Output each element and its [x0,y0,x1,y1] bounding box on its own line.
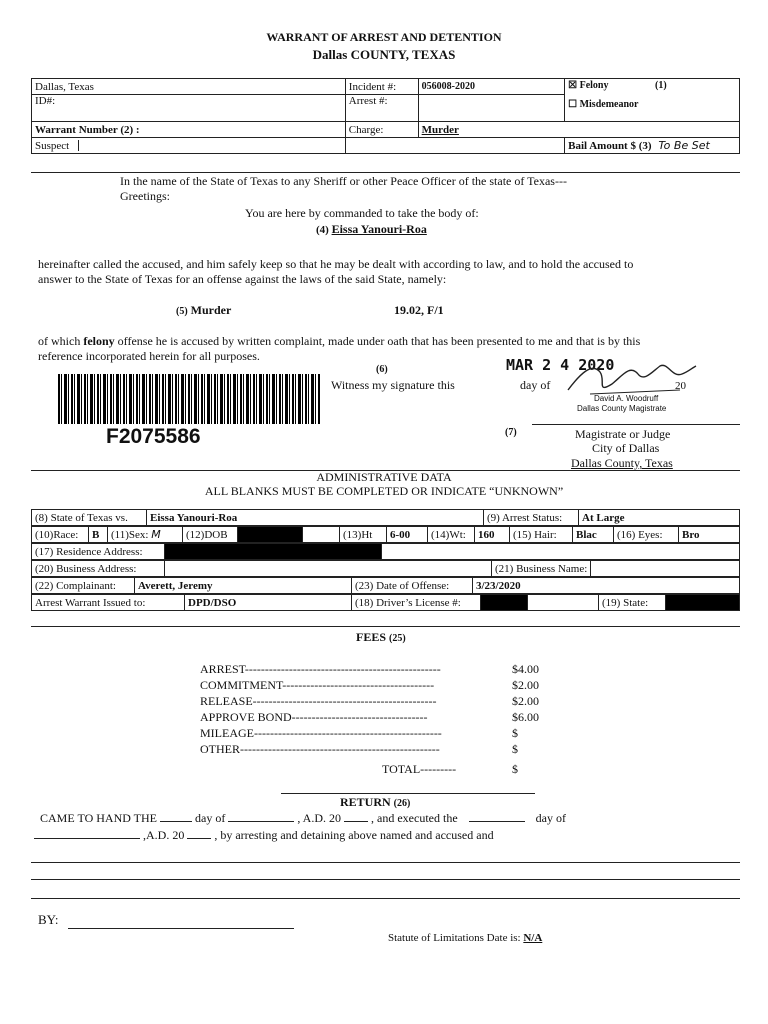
license-redacted [481,595,528,611]
eyes-label: (16) Eyes: [614,527,679,543]
magistrate-signature-line [532,424,740,425]
return-blank-line [31,879,740,880]
fee-label: MILEAGE----------------------------------------------- [200,726,442,740]
dob-label: (12)DOB [183,527,238,543]
residence-redacted [165,544,382,560]
suspect-label: Suspect [32,138,346,154]
offense-date-label: (23) Date of Offense: [352,578,473,594]
paragraph-2-line-2: reference incorporated herein for all purposes. [38,349,260,363]
offense-ref: (5) [176,306,188,317]
by-signature-line [68,928,294,929]
race-value: B [89,527,108,543]
county-suffix: COUNTY, TEXAS [350,47,456,62]
race-label: (10)Race: [32,527,89,543]
return-line-2: ,A.D. 20 , by arresting and detaining above named and accused and [34,828,494,843]
accused-name: Eissa Yanouri-Roa [331,222,427,236]
residence-label: (17) Residence Address: [32,544,165,560]
misdemeanor-label: Misdemeanor [579,99,639,110]
arrest-label: Arrest #: [345,95,418,122]
residence-spacer [382,544,740,560]
felony-ref: (1) [654,80,667,91]
county-name: Dallas [312,47,348,62]
witness-text: Witness my signature this [331,378,455,392]
bail-label: Bail Amount $ (3) [568,140,652,152]
accused-line [316,222,427,237]
height-value: 6-00 [387,527,428,543]
divider [281,793,535,794]
charge-value-cell [418,122,739,138]
arrest-status-label: (9) Arrest Status: [484,510,579,526]
document-title: WARRANT OF ARREST AND DETENTION [266,30,502,44]
height-label: (13)Ht [340,527,387,543]
location-cell: Dallas, Texas [32,79,346,95]
fee-label: ARREST------------------------------------------------- [200,662,441,676]
bail-handwritten: To Be Set [658,139,710,152]
county-line [0,47,768,63]
barcode-id: F2075586 [106,425,201,448]
admin-table-row-18 [31,594,740,611]
offense-code: 19.02, F/1 [394,303,444,317]
magistrate-line-1: Magistrate or Judge [575,427,671,441]
greeting-line-1: In the name of the State of Texas to any Sheriff or other Peace Officer of the state of Texas--- [120,174,567,188]
day-of-label: day of [520,378,551,392]
offense-name: Murder [190,303,232,317]
state-vs-label: (8) State of Texas vs. [32,510,147,526]
magistrate-line-3: Dallas County, Texas [571,456,673,470]
dob-spacer [303,527,340,543]
signature-title: Dallas County Magistrate [577,404,667,413]
warrant-number-label: Warrant Number (2) : [32,122,346,138]
fee-amount: $6.00 [512,710,539,724]
admin-title: ADMINISTRATIVE DATA [316,470,452,484]
offense-line [176,303,231,318]
business-name-label: (21) Business Name: [492,561,591,577]
weight-label: (14)Wt: [428,527,475,543]
license-label: (18) Driver’s License #: [352,595,481,611]
command-text: You are here by commanded to take the body of: [245,206,479,220]
state-vs-value: Eissa Yanouri-Roa [147,510,484,526]
fee-amount: $ [512,742,518,756]
admin-table-row-10 [31,526,740,543]
sex-cell: (11)Sex: M [108,527,183,543]
fees-total-amount: $ [512,762,518,776]
business-address-value [165,561,492,577]
signature-name: David A. Woodruff [594,394,659,403]
complainant-label: (22) Complainant: [32,578,135,594]
paragraph-2-line-1: of which felony offense he is accused by written complaint, made under oath that has been presented to me and that is by this [38,334,641,348]
admin-table-row-8 [31,509,740,526]
issued-to-value: DPD/DSO [185,595,352,611]
divider [31,172,740,173]
magistrate-ref: (7) [505,427,517,438]
charge-value: Murder [421,123,459,136]
fees-total-label: TOTAL--------- [382,762,457,776]
divider [31,626,740,627]
fee-label: OTHER-------------------------------------------------- [200,742,440,756]
fee-amount: $2.00 [512,694,539,708]
return-blank-line [31,898,740,899]
incident-label: Incident #: [345,79,418,95]
felony-label: Felony [579,80,609,91]
admin-subtitle: ALL BLANKS MUST BE COMPLETED OR INDICATE “UNKNOWN” [204,484,564,498]
barcode [58,374,320,424]
hair-label: (15) Hair: [510,527,573,543]
charge-label: Charge: [345,122,418,138]
magistrate-line-2: City of Dallas [592,441,660,455]
arrest-value [418,95,564,122]
paragraph-1-line-2: answer to the State of Texas for an offense against the laws of the said State, namely: [38,272,447,286]
business-address-label: (20) Business Address: [32,561,165,577]
year-suffix: 20 [675,380,686,392]
license-spacer [528,595,599,611]
state-label: (19) State: [599,595,666,611]
felony-checkbox[interactable]: ☒ [568,80,578,91]
fee-label: APPROVE BOND---------------------------------- [200,710,428,724]
admin-table-row-22 [31,577,740,594]
fee-label: COMMITMENT-------------------------------------- [200,678,435,692]
return-blank-line [31,862,740,863]
greeting-line-2: Greetings: [120,189,170,203]
arrest-status-value: At Large [579,510,740,526]
accused-ref: (4) [316,224,329,236]
fees-title: FEES (25) [356,630,406,644]
issued-to-label: Arrest Warrant Issued to: [32,595,185,611]
fee-amount: $ [512,726,518,740]
warrant-info-table [31,78,740,154]
hair-value: Blac [573,527,614,543]
complainant-value: Averett, Jeremy [135,578,352,594]
return-line-1: CAME TO HAND THE day of , A.D. 20 , and executed the day of [40,811,566,825]
fee-amount: $4.00 [512,662,539,676]
admin-table-row-20 [31,560,740,577]
eyes-value: Bro [679,527,740,543]
misdemeanor-checkbox[interactable]: ☐ [568,99,578,110]
suspect-value [345,138,564,154]
business-name-value [591,561,740,577]
offense-date-value: 3/23/2020 [473,578,740,594]
statute-line: Statute of Limitations Date is: N/A [388,932,543,944]
bail-cell [565,138,740,154]
admin-table-row-17 [31,543,740,560]
date-stamp: MAR 2 4 2020 [506,356,615,374]
state-redacted [666,595,740,611]
return-title: RETURN (26) [340,795,411,809]
fee-amount: $2.00 [512,678,539,692]
weight-value: 160 [475,527,510,543]
paragraph-1-line-1: hereinafter called the accused, and him safely keep so that he may be dealt with according to law, and to hold the accused to [38,257,634,271]
incident-value: 056008-2020 [418,79,564,95]
fee-label: RELEASE---------------------------------------------- [200,694,437,708]
id-label: ID#: [32,95,346,122]
dob-redacted [238,527,303,543]
offense-class-cell [565,79,740,122]
witness-ref: (6) [376,364,388,375]
by-label: BY: [38,912,59,927]
